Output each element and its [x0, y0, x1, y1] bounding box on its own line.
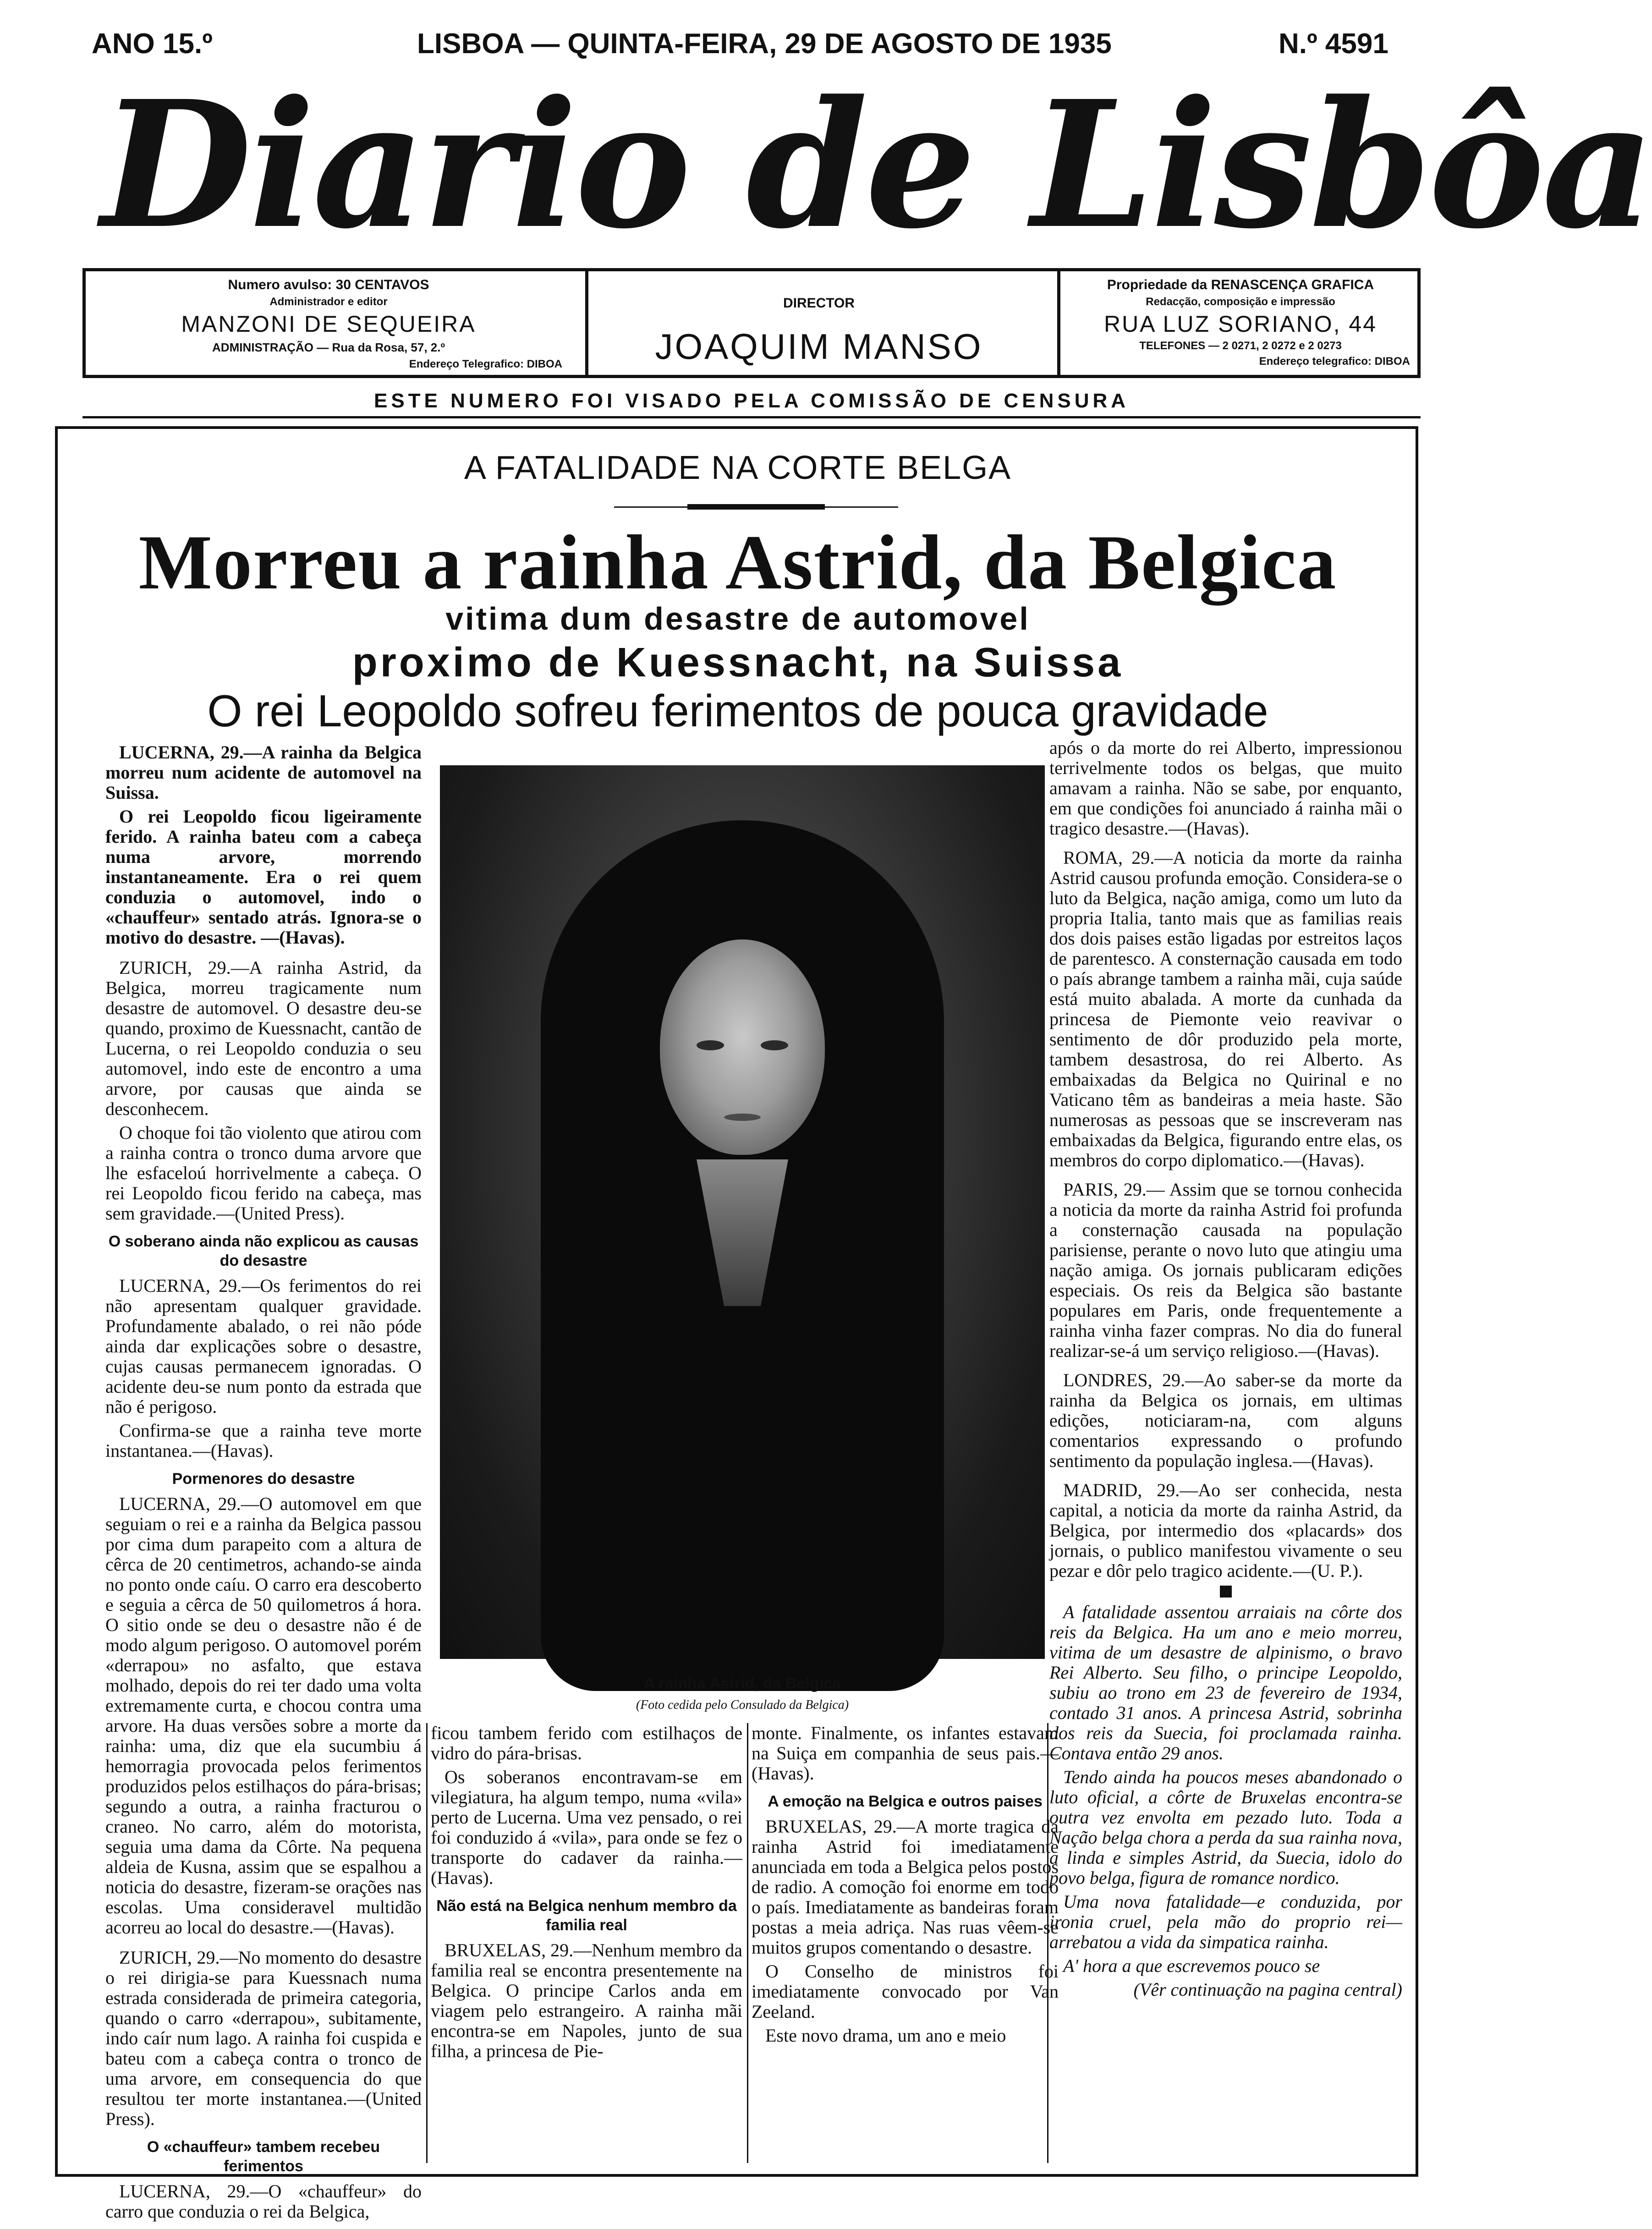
paragraph: LUCERNA, 29.—A rainha da Belgica morreu num acidente de automovel na Suissa. — [105, 742, 422, 803]
photo-eye — [761, 1040, 788, 1050]
censorship-rule — [82, 416, 1421, 418]
paragraph: A fatalidade assentou arraiais na côrte dos reis da Belgica. Ha um ano e meio morreu, vitima de um desastre de alpinismo, o bravo Rei Alberto. Seu filho, o principe Leopoldo, subiu ao trono em 23 de fevereiro de 1934, contado 31 anos. A princesa Astrid, sobrinha dos reis da Suecia, foi proclamada rainha. Contava então 29 anos. — [1049, 1602, 1402, 1763]
dateline: LISBOA — QUINTA-FEIRA, 29 DE AGOSTO DE 1935 — [417, 28, 1112, 60]
deck-line-1: vitima dum desastre de automovel — [445, 601, 1030, 637]
paragraph: O choque foi tão violento que atirou com a rainha contra o tronco duma arvore que lhe esfaceloú horrivelmente a cabeça. O rei Leopoldo ficou ferido na cabeça, mas sem gravidade.—(United Press). — [105, 1122, 422, 1224]
telegraphic-address-right: Endereço telegrafico: DIBOA — [1259, 355, 1410, 368]
masthead-title: Diario de Lisbôa — [101, 62, 1652, 267]
photo-mouth — [724, 1114, 761, 1121]
director-name: JOAQUIM MANSO — [655, 326, 983, 367]
photo-eye — [697, 1040, 724, 1050]
headline: Morreu a rainha Astrid, da Belgica — [138, 519, 1337, 605]
issue-number: N.º 4591 — [1279, 28, 1389, 60]
paragraph: A' hora a que escrevemos pouco se — [1063, 1955, 1320, 1976]
subheading: O «chauffeur» tambem recebeu ferimentos — [147, 2138, 380, 2175]
photo-face — [660, 939, 825, 1155]
subheading: O soberano ainda não explicou as causas do desastre — [108, 1233, 419, 1269]
column-d — [1049, 738, 1402, 2163]
photo-caption: A rainha Astrid, da Belgica — [643, 1675, 841, 1692]
kicker-rule-thick — [687, 504, 825, 510]
info-bar-divider — [1057, 271, 1060, 375]
paragraph: LUCERNA, 29.—O «chauffeur» do carro que conduzia o rei da Belgica, — [105, 2181, 422, 2222]
redaccao-label: Redacção, composição e impressão — [1146, 296, 1335, 308]
propriedade: Propriedade da RENASCENÇA GRAFICA — [1107, 277, 1374, 292]
paragraph: Confirma-se que a rainha teve morte instantanea.—(Havas). — [105, 1420, 422, 1461]
portrait-photo — [440, 765, 1045, 1659]
paragraph: O rei Leopoldo ficou ligeiramente ferido. A rainha bateu com a cabeça numa arvore, morrendo instantaneamente. Era o rei quem conduzia o automovel, indo o «chauffeur» sentado atrás. Ignora-se o motivo do desastre. —(Havas). — [105, 806, 422, 948]
deck-line-3: O rei Leopoldo sofreu ferimentos de pouca gravidade — [207, 686, 1268, 736]
paragraph: LONDRES, 29.—Ao saber-se da morte da rainha da Belgica os jornais, em ultimas edições, noticiaram-na, com alguns comentarios expressando o profundo sentimento da população inglesa.—(Havas). — [1049, 1370, 1402, 1471]
column-a — [105, 742, 422, 2222]
column-c — [752, 1723, 1059, 2163]
column-rule — [747, 1723, 748, 2163]
paragraph: LUCERNA, 29.—Os ferimentos do rei não apresentam qualquer gravidade. Profundamente abalado, o rei não póde ainda dar explicações sobre o desastre, cujas causas permanecem ignoradas. O acidente deu-se num ponto da estrada que não é perigoso. — [105, 1275, 422, 1417]
paragraph: Uma nova fatalidade—e conduzida, por ironia cruel, pela mão do proprio rei—arrebatou a vida da simpatica rainha. — [1049, 1891, 1402, 1952]
paragraph: BRUXELAS, 29.—Nenhum membro da familia real se encontra presentemente na Belgica. O principe Carlos anda em viagem pelo estrangeiro. A rainha mãi encontra-se em Napoles, junto de sua filha, a princesa de Pie- — [431, 1940, 742, 2061]
subheading: Não está na Belgica nenhum membro da familia real — [436, 1897, 737, 1934]
paragraph: Os soberanos encontravam-se em vilegiatura, ha algum tempo, numa «vila» perto de Lucerna. Uma vez pensado, o rei foi conduzido á «vila», para onde se fez o transporte do cadaver da rainha.—(Havas). — [431, 1767, 742, 1888]
paragraph: ZURICH, 29.—A rainha Astrid, da Belgica, morreu tragicamente num desastre de automovel. O desastre deu-se quando, proximo de Kuessnacht, cantão de Lucerna, o rei Leopoldo conduzia o seu automovel, indo este de encontro a uma arvore, por causas que ainda se desconhecem. — [105, 957, 422, 1119]
telefones: TELEFONES — 2 0271, 2 0272 e 2 0273 — [1139, 340, 1342, 352]
info-bar-right — [1071, 276, 1410, 377]
paragraph: Este novo drama, um ano e meio — [765, 2025, 1006, 2046]
redaccao-address: RUA LUZ SORIANO, 44 — [1103, 311, 1378, 337]
continuation-note: (Vêr continuação na pagina central) — [1133, 1979, 1402, 2000]
paragraph: após o da morte do rei Alberto, impressionou terrivelmente todos os belgas, que muito amavam a rainha. Não se sabe, por enquanto, em que condições foi anunciado á rainha mãi o tragico desastre.—(Havas). — [1049, 737, 1402, 839]
paragraph: O Conselho de ministros foi imediatamente convocado por Van Zeeland. — [752, 1961, 1059, 2022]
deck-line-2: proximo de Kuessnacht, na Suissa — [352, 640, 1124, 686]
info-bar — [82, 268, 1421, 378]
info-bar-left — [95, 276, 562, 377]
paragraph: PARIS, 29.— Assim que se tornou conhecida a noticia da morte da rainha Astrid foi profunda a consternação causada na população parisiense, perante o novo luto que atingiu uma nação amiga. Os jornais publicaram edições especiais. Os reis da Belgica são bastante populares em Paris, onde frequentemente a rainha vinha fazer compras. No dia do funeral realizar-se-á um serviço religioso.—(Havas). — [1049, 1179, 1402, 1361]
info-bar-middle — [608, 276, 1030, 377]
telegraphic-address: Endereço Telegrafico: DIBOA — [409, 358, 562, 370]
director-label: DIRECTOR — [783, 296, 855, 311]
paragraph: ficou tambem ferido com estilhaços de vidro do pára-brisas. — [431, 1723, 742, 1763]
paragraph: ZURICH, 29.—No momento do desastre o rei dirigia-se para Kuessnach numa estrada considerada de primeira categoria, quando o carro «derrapou», subitamente, indo caír num lago. A rainha foi cuspida e bateu com a cabeça contra o tronco de uma arvore, em consequencia do que resultou ter morte instantanea.—(United Press). — [105, 1947, 422, 2129]
censorship-notice: ESTE NUMERO FOI VISADO PELA COMISSÃO DE CENSURA — [373, 390, 1130, 412]
ano-label: ANO 15.º — [92, 28, 213, 60]
info-bar-divider — [585, 271, 588, 375]
subheading: Pormenores do desastre — [172, 1470, 355, 1488]
photo-credit: (Foto cedida pelo Consulado da Belgica) — [636, 1698, 849, 1712]
administracao-address: ADMINISTRAÇÃO — Rua da Rosa, 57, 2.º — [212, 340, 445, 354]
subheading: A emoção na Belgica e outros paises — [768, 1793, 1043, 1810]
section-marker — [1220, 1586, 1232, 1598]
paragraph: ROMA, 29.—A noticia da morte da rainha Astrid causou profunda emoção. Considera-se o luto da Belgica, nação amiga, como um luto da propria Italia, tanto mais que as familias reais dos dois paises estão ligadas por estreitos laços de parentesco. A consternação causada em todo o país abrange tambem a rainha mãi, cuja saúde está muito abalada. A morte da cunhada da princesa de Piemonte veio reavivar o sentimento de dôr produzido pela morte, tambem desastrosa, do rei Alberto. As embaixadas da Belgica no Quirinal e no Vaticano têm as bandeiras a meia haste. São numerosas as pessoas que se inscreveram nas embaixadas da Belgica, figurando entre elas, os membros do corpo diplomatico.—(Havas). — [1049, 847, 1402, 1170]
kicker: A FATALIDADE NA CORTE BELGA — [464, 450, 1012, 486]
paragraph: BRUXELAS, 29.—A morte tragica da rainha Astrid foi imediatamente anunciada em toda a Belgica pelos postos de radio. A comoção foi enorme em todo o país. Imediatamente as bandeiras foram postas a meia adriça. Nas ruas vêem-se muitos grupos comentando o desastre. — [752, 1816, 1059, 1958]
column-b — [431, 1723, 742, 2163]
paragraph: Tendo ainda ha poucos meses abandonado o luto oficial, a côrte de Bruxelas encontra-se outra vez envolta em pezado luto. Toda a Nação belga chora a perda da sua rainha nova, a linda e simples Astrid, da Suecia, idolo do povo belga, figura de romance nordico. — [1049, 1767, 1402, 1888]
column-rule — [426, 1723, 428, 2163]
paragraph: LUCERNA, 29.—O automovel em que seguiam o rei e a rainha da Belgica passou por cima dum parapeito com a altura de cêrca de 20 centimetros, achando-se ainda no ponto onde caíu. O carro era descoberto e seguia a cêrca de 50 quilometros á hora. O sitio onde se deu o desastre não é de modo algum perigoso. O automovel porém «derrapou» no asfalto, que estava molhado, depois do rei ter dado uma volta extremamente curta, e chocou contra uma arvore. Ha duas versões sobre a morte da rainha: uma, diz que ela sucumbiu á hemorragia provocada pelos ferimentos produzidos pelos estilhaços do pára-brisas; segundo a outra, a rainha fracturou o craneo. No carro, além do motorista, seguia uma dama da Côrte. Na pequena aldeia de Kusna, assim que se espalhou a noticia do desastre, fizeram-se orações nas escolas. Uma consideravel multidão acorreu ao local do desastre.—(Havas). — [105, 1493, 422, 1938]
paragraph: monte. Finalmente, os infantes estavam na Suiça em companhia de seus pais.—(Havas). — [752, 1723, 1059, 1784]
paragraph: MADRID, 29.—Ao ser conhecida, nesta capital, a noticia da morte da rainha Astrid, da Belgica, por intermedio dos «placards» dos jornais, o publico manifestou vivamente o seu pezar e dôr pelo tragico acidente.—(U. P.). — [1049, 1480, 1402, 1581]
admin-name: MANZONI DE SEQUEIRA — [181, 311, 476, 337]
preco-avulso: Numero avulso: 30 CENTAVOS — [228, 277, 429, 292]
admin-label: Administrador e editor — [269, 296, 388, 308]
